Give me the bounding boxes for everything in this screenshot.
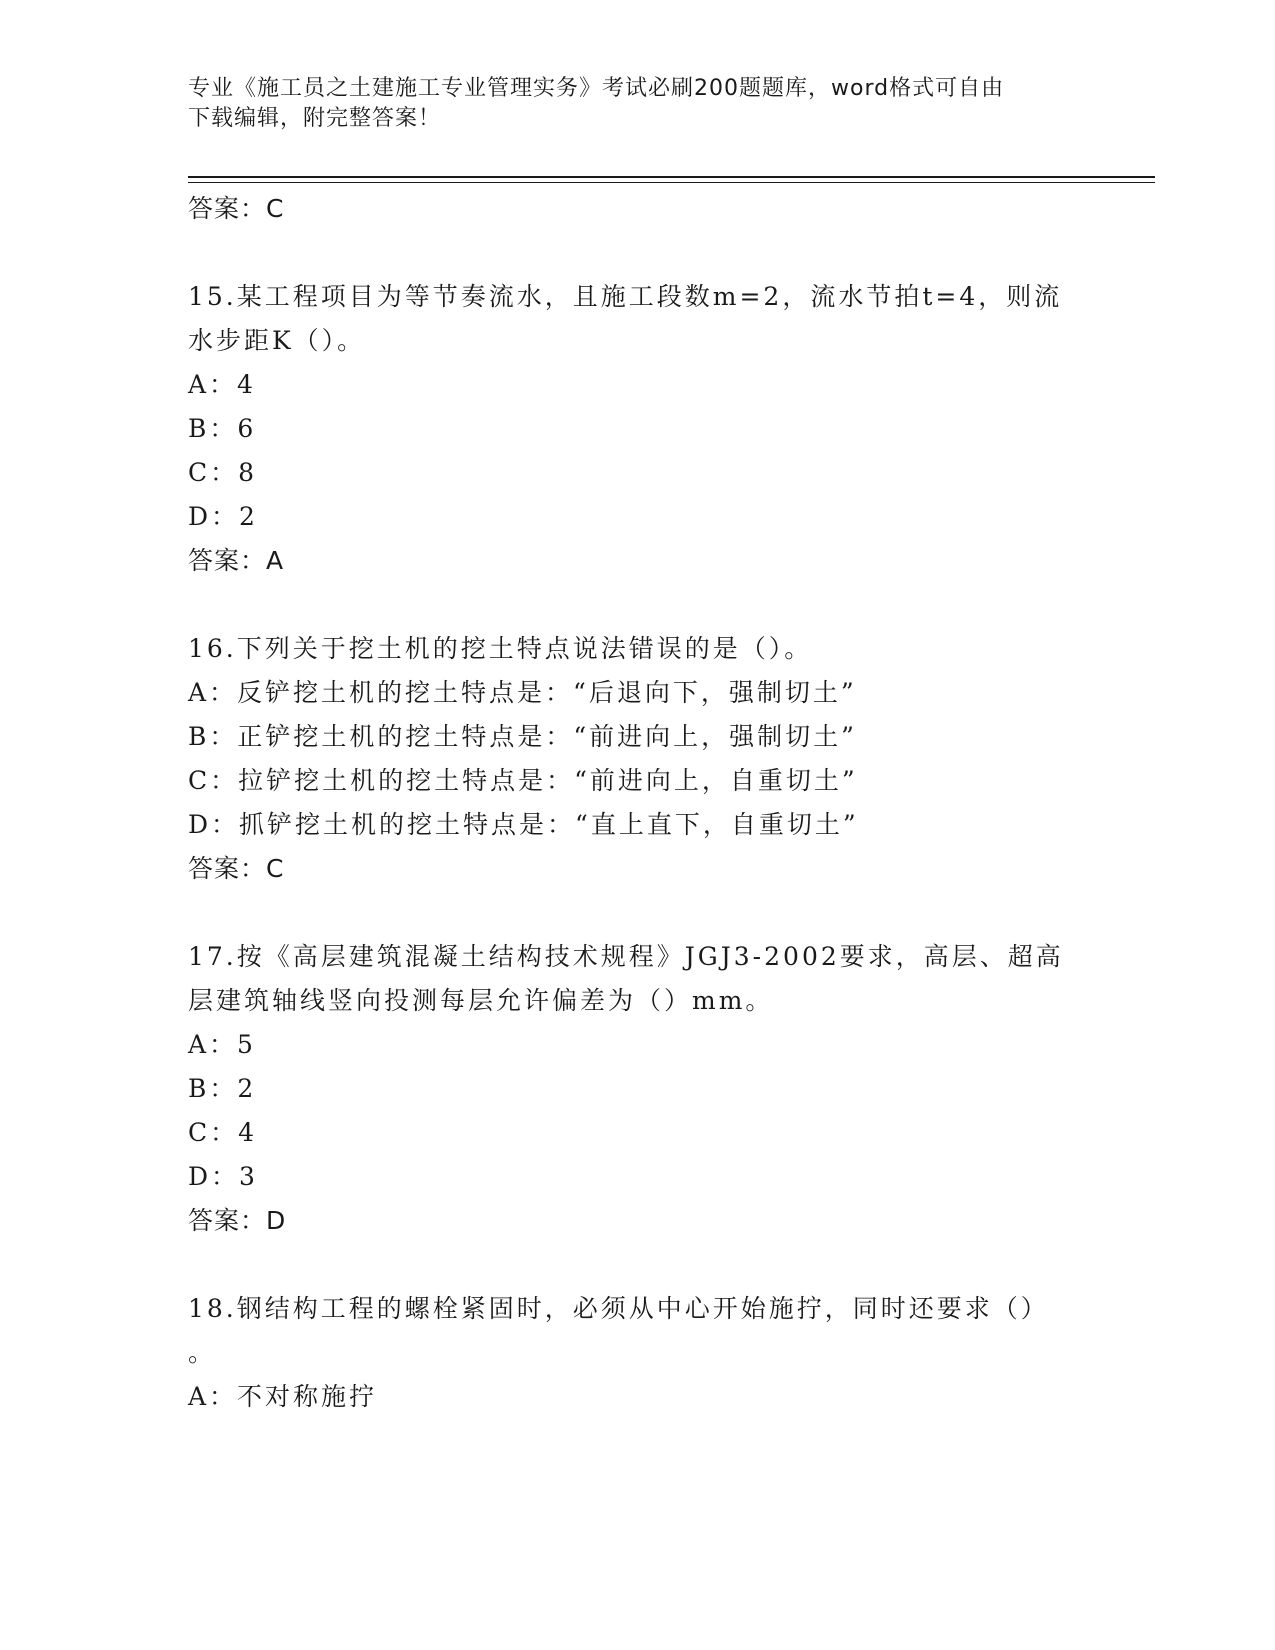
q16-option-b: B：正铲挖土机的挖土特点是：“前进向上，强制切土” — [188, 722, 857, 751]
header-divider-thin — [188, 182, 1155, 183]
q17-stem-line-1: 17.按《高层建筑混凝土结构技术规程》JGJ3-2002要求，高层、超高 — [188, 942, 1064, 971]
q16-stem-line-1: 16.下列关于挖土机的挖土特点说法错误的是（）。 — [188, 634, 813, 663]
q15-stem-line-2: 水步距K（）。 — [188, 326, 366, 355]
q17-option-b: B：2 — [188, 1074, 257, 1103]
q15-option-b: B：6 — [188, 414, 257, 443]
q17-option-a: A：5 — [188, 1030, 256, 1059]
q17-stem-line-2: 层建筑轴线竖向投测每层允许偏差为（）mm。 — [188, 986, 774, 1015]
header-line-2: 下载编辑，附完整答案！ — [188, 106, 442, 131]
prev-question-answer: 答案：C — [188, 194, 285, 223]
q17-option-c: C：4 — [188, 1118, 258, 1147]
q17-answer: 答案：D — [188, 1206, 287, 1235]
q16-option-d: D：抓铲挖土机的挖土特点是：“直上直下，自重切土” — [188, 810, 859, 839]
q16-answer: 答案：C — [188, 854, 285, 883]
q16-option-a: A：反铲挖土机的挖土特点是：“后退向下，强制切土” — [188, 678, 857, 707]
q15-option-c: C：8 — [188, 458, 258, 487]
q15-option-a: A：4 — [188, 370, 256, 399]
q16-option-c: C：拉铲挖土机的挖土特点是：“前进向上，自重切土” — [188, 766, 858, 795]
q18-option-a: A：不对称施拧 — [188, 1382, 378, 1411]
header-line-1: 专业《施工员之土建施工专业管理实务》考试必刷200题题库，word格式可自由 — [188, 76, 1005, 101]
page-header — [188, 74, 1088, 134]
q18-stem-line-1: 18.钢结构工程的螺栓紧固时，必须从中心开始施拧，同时还要求（） — [188, 1294, 1049, 1323]
q15-stem-line-1: 15.某工程项目为等节奏流水，且施工段数m=2，流水节拍t=4，则流 — [188, 282, 1063, 311]
q15-option-d: D：2 — [188, 502, 258, 531]
q18-stem-line-2: 。 — [188, 1338, 217, 1367]
q15-answer: 答案：A — [188, 546, 285, 575]
q17-option-d: D：3 — [188, 1162, 258, 1191]
header-divider-thick — [188, 176, 1155, 178]
